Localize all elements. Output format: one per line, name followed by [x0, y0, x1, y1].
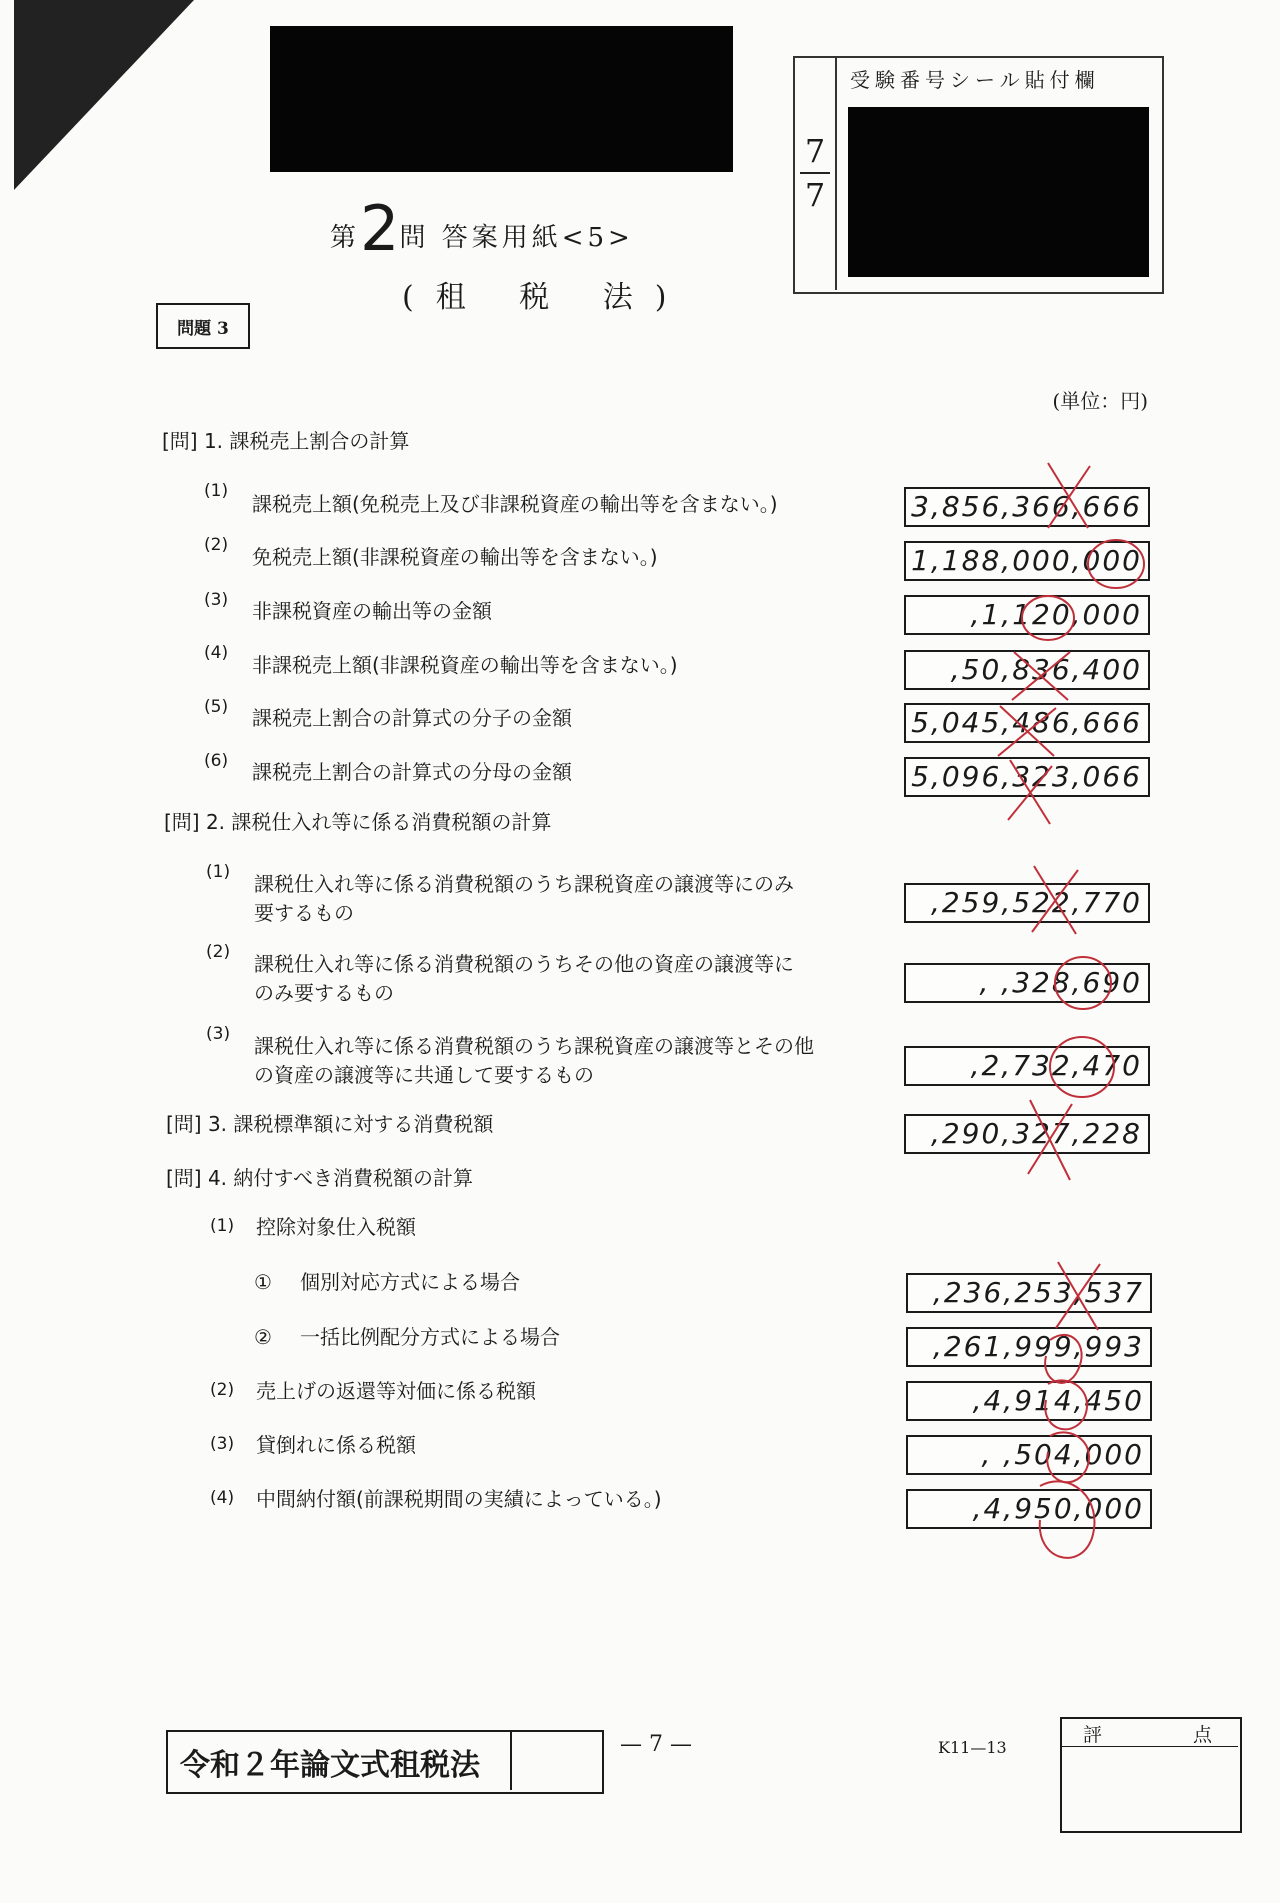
item-num: (4): [210, 1488, 235, 1508]
item-label: 免税売上額(非課税資産の輸出等を含まない。): [252, 545, 658, 569]
answer-box[interactable]: , ,504,000: [906, 1435, 1152, 1475]
grading-cross-mark: [1012, 652, 1070, 700]
item-label: 控除対象仕入税額: [256, 1215, 416, 1239]
item-num: (2): [204, 535, 229, 555]
item-num: (1): [210, 1216, 235, 1236]
section-3-heading: [問] 3. 課税標準額に対する消費税額: [166, 1112, 494, 1136]
grading-cross-mark: [1008, 760, 1052, 824]
page-fraction: 7 7: [800, 132, 830, 214]
grading-cross-mark: [998, 706, 1056, 756]
answer-box[interactable]: 1,188,000,000: [904, 541, 1150, 581]
item-num: (3): [206, 1024, 231, 1044]
item-label: 売上げの返還等対価に係る税額: [256, 1379, 536, 1403]
footer-divider: [510, 1732, 512, 1790]
grading-circle-mark: [1040, 1481, 1095, 1557]
item-label: 課税仕入れ等に係る消費税額のうちその他の資産の譲渡等に のみ要するもの: [254, 952, 794, 1005]
item-label: 貸倒れに係る税額: [256, 1433, 416, 1457]
item-label: 一括比例配分方式による場合: [300, 1325, 560, 1349]
unit-label: (単位：円): [1052, 389, 1148, 413]
page-number: — 7 —: [620, 1732, 692, 1757]
item-num: (1): [204, 481, 229, 501]
item-num: (3): [210, 1434, 235, 1454]
answer-box[interactable]: ,259,522,770: [904, 883, 1150, 923]
item-label: 課税売上額(免税売上及び非課税資産の輸出等を含まない。): [252, 492, 778, 516]
answer-box[interactable]: ,261,999,993: [906, 1327, 1152, 1367]
item-num: (6): [204, 751, 229, 771]
answer-box[interactable]: , ,328,690: [904, 963, 1150, 1003]
item-label: 課税売上割合の計算式の分子の金額: [252, 706, 572, 730]
item-label: 課税仕入れ等に係る消費税額のうち課税資産の譲渡等とその他 の資産の譲渡等に共通して要するもの: [254, 1034, 814, 1087]
answer-box[interactable]: 5,045,486,666: [904, 703, 1150, 743]
item-label: 課税仕入れ等に係る消費税額のうち課税資産の譲渡等にのみ 要するもの: [254, 872, 794, 925]
grading-cross-mark: [1056, 1262, 1100, 1330]
item-num: (2): [210, 1380, 235, 1400]
answer-box[interactable]: ,4,914,450: [906, 1381, 1152, 1421]
answer-box[interactable]: ,4,950,000: [906, 1489, 1152, 1529]
item-label: 個別対応方式による場合: [300, 1270, 520, 1294]
seal-label: 受験番号シール貼付欄: [850, 68, 1100, 92]
exam-title: 令和２年論文式租税法: [180, 1748, 480, 1783]
item-label: 非課税売上額(非課税資産の輸出等を含まない。): [252, 653, 678, 677]
item-label: 非課税資産の輸出等の金額: [252, 599, 492, 623]
grading-cross-mark: [1028, 1100, 1072, 1180]
grading-circle-mark: [1050, 1037, 1114, 1097]
grading-circle-mark: [1045, 1380, 1087, 1429]
answer-box[interactable]: 5,096,323,066: [904, 757, 1150, 797]
answer-box[interactable]: ,290,327,228: [904, 1114, 1150, 1154]
grading-circle-mark: [1055, 957, 1111, 1009]
answer-box[interactable]: ,50,836,400: [904, 650, 1150, 690]
answer-box[interactable]: ,1,120,000: [904, 595, 1150, 635]
page-subtitle: (租 税 法): [402, 280, 689, 315]
item-num: ②: [254, 1325, 272, 1349]
grading-cross-mark: [1048, 463, 1090, 528]
item-num: ①: [254, 1270, 272, 1294]
grading-circle-mark: [1088, 540, 1144, 588]
answer-box[interactable]: ,2,732,470: [904, 1046, 1150, 1086]
score-label-left: 評: [1083, 1724, 1103, 1746]
item-num: (5): [204, 697, 229, 717]
form-code: K11—13: [938, 1738, 1007, 1757]
grading-circle-mark: [1047, 1432, 1089, 1482]
grading-circle-mark: [1022, 596, 1074, 640]
item-num: (4): [204, 643, 229, 663]
section-2-heading: [問] 2. 課税仕入れ等に係る消費税額の計算: [164, 810, 552, 834]
page-title: 第2問 答案用紙<5>: [330, 192, 634, 265]
section-1-heading: [問] 1. 課税売上割合の計算: [162, 429, 410, 453]
item-num: (2): [206, 942, 231, 962]
answer-box[interactable]: ,236,253,537: [906, 1273, 1152, 1313]
score-label-right: 点: [1193, 1724, 1213, 1746]
item-num: (1): [206, 862, 231, 882]
grading-circle-mark: [1045, 1335, 1082, 1383]
item-label: 課税売上割合の計算式の分母の金額: [252, 760, 572, 784]
problem-label: 問題 3: [156, 303, 250, 349]
item-num: (3): [204, 590, 229, 610]
item-label: 中間納付額(前課税期間の実績によっている。): [256, 1487, 662, 1511]
grading-cross-mark: [1032, 866, 1078, 934]
section-4-heading: [問] 4. 納付すべき消費税額の計算: [166, 1166, 474, 1190]
answer-box[interactable]: 3,856,366,666: [904, 487, 1150, 527]
